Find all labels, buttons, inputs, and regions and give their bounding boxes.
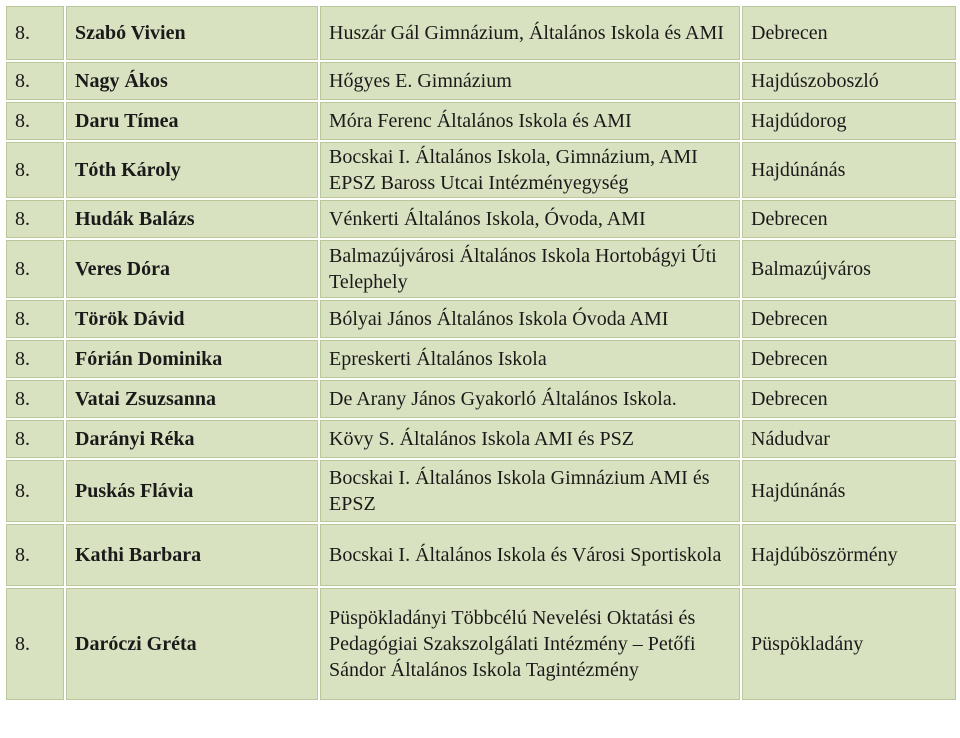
place-cell: 8. xyxy=(6,300,64,338)
city-cell: Hajdúdorog xyxy=(742,102,956,140)
school-cell: Vénkerti Általános Iskola, Óvoda, AMI xyxy=(320,200,740,238)
school-cell: Bocskai I. Általános Iskola Gimnázium AMI és EPSZ xyxy=(320,460,740,522)
city-cell: Debrecen xyxy=(742,340,956,378)
school-cell: Kövy S. Általános Iskola AMI és PSZ xyxy=(320,420,740,458)
student-name-cell: Szabó Vivien xyxy=(66,6,318,60)
place-cell: 8. xyxy=(6,380,64,418)
school-cell: Bocskai I. Általános Iskola és Városi Sportiskola xyxy=(320,524,740,586)
table-row xyxy=(6,6,956,60)
school-cell: Balmazújvárosi Általános Iskola Hortobágyi Úti Telephely xyxy=(320,240,740,298)
table-row xyxy=(6,200,956,238)
city-cell: Hajdúböszörmény xyxy=(742,524,956,586)
student-name-cell: Kathi Barbara xyxy=(66,524,318,586)
place-cell: 8. xyxy=(6,588,64,700)
student-name-cell: Tóth Károly xyxy=(66,142,318,198)
city-cell: Hajdúnánás xyxy=(742,142,956,198)
table-row xyxy=(6,340,956,378)
table-row xyxy=(6,460,956,522)
school-cell: Bocskai I. Általános Iskola, Gimnázium, AMI EPSZ Baross Utcai Intézményegység xyxy=(320,142,740,198)
place-cell: 8. xyxy=(6,340,64,378)
school-cell: Püspökladányi Többcélú Nevelési Oktatási és Pedagógiai Szakszolgálati Intézmény – Petőfi Sándor Általános Iskola Tagintézmény xyxy=(320,588,740,700)
city-cell: Nádudvar xyxy=(742,420,956,458)
student-name-cell: Hudák Balázs xyxy=(66,200,318,238)
city-cell: Debrecen xyxy=(742,6,956,60)
student-name-cell: Daru Tímea xyxy=(66,102,318,140)
place-cell: 8. xyxy=(6,62,64,100)
school-cell: Epreskerti Általános Iskola xyxy=(320,340,740,378)
table-row xyxy=(6,380,956,418)
student-name-cell: Nagy Ákos xyxy=(66,62,318,100)
table-row xyxy=(6,524,956,586)
place-cell: 8. xyxy=(6,142,64,198)
city-cell: Debrecen xyxy=(742,200,956,238)
school-cell: Bólyai János Általános Iskola Óvoda AMI xyxy=(320,300,740,338)
place-cell: 8. xyxy=(6,524,64,586)
student-name-cell: Veres Dóra xyxy=(66,240,318,298)
city-cell: Debrecen xyxy=(742,300,956,338)
table-row xyxy=(6,62,956,100)
student-name-cell: Fórián Dominika xyxy=(66,340,318,378)
place-cell: 8. xyxy=(6,460,64,522)
table-row xyxy=(6,588,956,700)
results-table xyxy=(4,4,958,702)
city-cell: Balmazújváros xyxy=(742,240,956,298)
table-row xyxy=(6,142,956,198)
city-cell: Debrecen xyxy=(742,380,956,418)
table-row xyxy=(6,300,956,338)
place-cell: 8. xyxy=(6,6,64,60)
school-cell: Móra Ferenc Általános Iskola és AMI xyxy=(320,102,740,140)
place-cell: 8. xyxy=(6,420,64,458)
city-cell: Püspökladány xyxy=(742,588,956,700)
school-cell: De Arany János Gyakorló Általános Iskola. xyxy=(320,380,740,418)
table-row xyxy=(6,420,956,458)
table-row xyxy=(6,240,956,298)
student-name-cell: Daróczi Gréta xyxy=(66,588,318,700)
place-cell: 8. xyxy=(6,200,64,238)
place-cell: 8. xyxy=(6,240,64,298)
city-cell: Hajdúnánás xyxy=(742,460,956,522)
table-row xyxy=(6,102,956,140)
student-name-cell: Török Dávid xyxy=(66,300,318,338)
city-cell: Hajdúszoboszló xyxy=(742,62,956,100)
student-name-cell: Puskás Flávia xyxy=(66,460,318,522)
student-name-cell: Vatai Zsuzsanna xyxy=(66,380,318,418)
student-name-cell: Darányi Réka xyxy=(66,420,318,458)
school-cell: Hőgyes E. Gimnázium xyxy=(320,62,740,100)
place-cell: 8. xyxy=(6,102,64,140)
school-cell: Huszár Gál Gimnázium, Általános Iskola és AMI xyxy=(320,6,740,60)
